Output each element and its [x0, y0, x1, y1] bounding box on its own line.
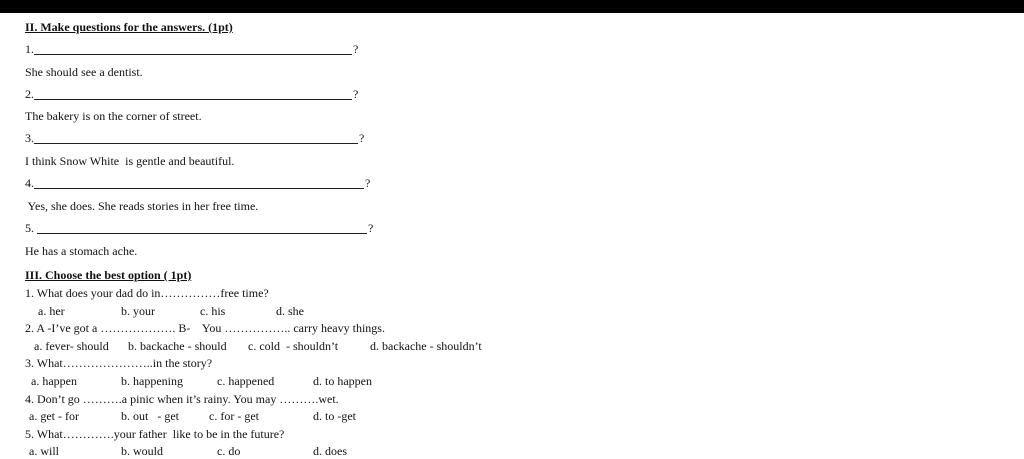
mcq2-option-c[interactable]: c. cold - shouldn’t	[248, 339, 339, 353]
section-2-title: II. Make questions for the answers. (1pt)	[25, 20, 233, 34]
mcq3-option-b[interactable]: b. happening	[121, 374, 183, 388]
q3-number: 3.	[25, 131, 34, 145]
q1-number: 1.	[25, 42, 34, 56]
mcq5-option-b[interactable]: b. would	[121, 444, 163, 458]
q5-qmark: ?	[368, 221, 374, 235]
q3-qmark: ?	[359, 131, 365, 145]
mcq2-option-b[interactable]: b. backache - should	[128, 339, 227, 353]
q4-qmark: ?	[365, 176, 371, 190]
mcq4-option-a[interactable]: a. get - for	[29, 409, 79, 423]
mcq3-option-a[interactable]: a. happen	[31, 374, 77, 388]
mcq1-option-b[interactable]: b. your	[121, 304, 155, 318]
mcq4-question: 4. Don’t go ……….a pinic when it’s rainy. You may ……….wet.	[25, 392, 339, 406]
mcq1-question: 1. What does your dad do in……………free time?	[25, 286, 269, 300]
mcq4-option-d[interactable]: d. to -get	[313, 409, 356, 423]
q3-answer: I think Snow White is gentle and beautiful.	[25, 154, 235, 168]
mcq3-option-c[interactable]: c. happened	[217, 374, 275, 388]
q1-blank-line[interactable]	[34, 54, 352, 55]
mcq2-question: 2. A -I’ve got a ………………. B- You …………….. carry heavy things.	[25, 321, 385, 335]
mcq2-option-d[interactable]: d. backache - shouldn’t	[370, 339, 482, 353]
q1-answer: She should see a dentist.	[25, 65, 143, 79]
section-3-title: III. Choose the best option ( 1pt)	[25, 268, 192, 282]
q2-qmark: ?	[353, 87, 359, 101]
q4-blank-line[interactable]	[34, 188, 364, 189]
mcq4-option-b[interactable]: b. out - get	[121, 409, 179, 423]
q2-answer: The bakery is on the corner of street.	[25, 109, 202, 123]
mcq5-question: 5. What………….your father like to be in the future?	[25, 427, 285, 441]
mcq5-option-d[interactable]: d. does	[313, 444, 347, 458]
mcq3-question: 3. What…………………..in the story?	[25, 356, 213, 370]
q2-number: 2.	[25, 87, 34, 101]
q1-qmark: ?	[353, 42, 359, 56]
q3-blank-line[interactable]	[34, 143, 358, 144]
top-black-bar	[0, 0, 1024, 13]
q5-blank-line[interactable]	[37, 233, 367, 234]
mcq4-option-c[interactable]: c. for - get	[209, 409, 259, 423]
mcq1-option-a[interactable]: a. her	[38, 304, 65, 318]
mcq2-option-a[interactable]: a. fever- should	[34, 339, 109, 353]
q2-blank-line[interactable]	[34, 99, 352, 100]
q4-answer: Yes, she does. She reads stories in her free time.	[25, 199, 259, 213]
q5-answer: He has a stomach ache.	[25, 244, 138, 258]
mcq5-option-c[interactable]: c. do	[217, 444, 241, 458]
mcq5-option-a[interactable]: a. will	[29, 444, 59, 458]
q4-number: 4.	[25, 176, 34, 190]
mcq1-option-d[interactable]: d. she	[276, 304, 304, 318]
mcq3-option-d[interactable]: d. to happen	[313, 374, 372, 388]
mcq1-option-c[interactable]: c. his	[200, 304, 226, 318]
q5-number: 5.	[25, 221, 34, 235]
